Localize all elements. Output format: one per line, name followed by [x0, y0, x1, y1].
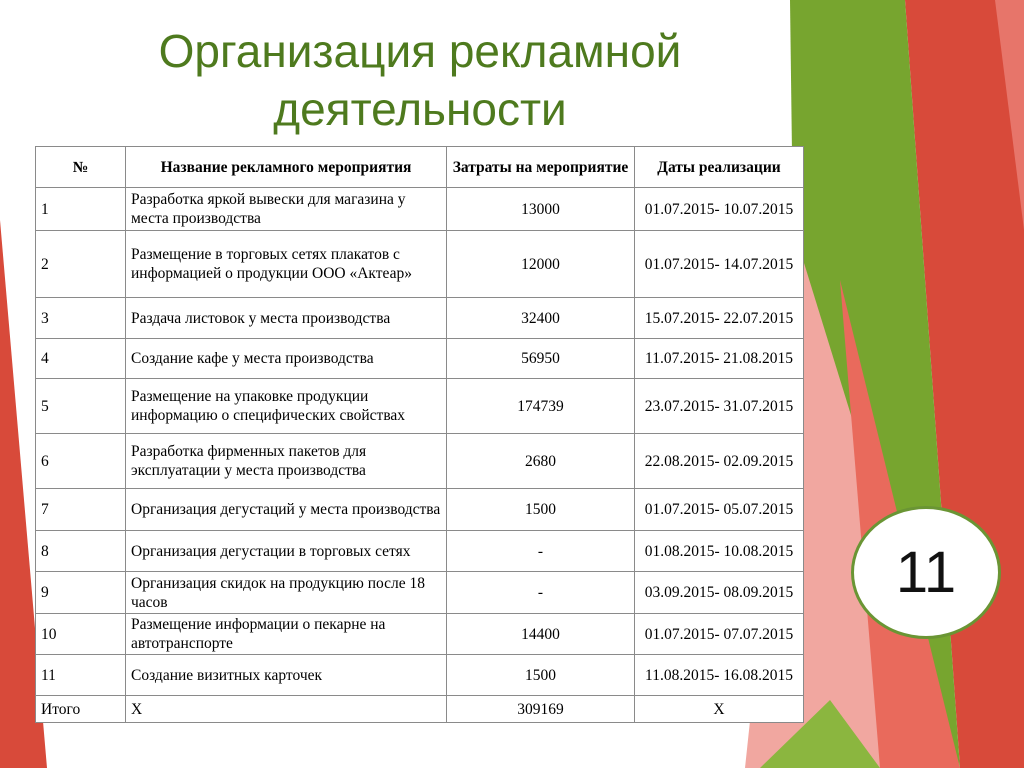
- slide-title-line1: Организация рекламной: [158, 25, 682, 77]
- event-name: Организация скидок на продукцию после 18 часов: [126, 572, 447, 614]
- table-row: [36, 298, 804, 339]
- event-cost: -: [447, 572, 635, 614]
- table-row: [36, 572, 804, 614]
- event-dates: 22.08.2015- 02.09.2015: [635, 434, 804, 489]
- total-cost: 309169: [447, 696, 635, 723]
- event-cost: 32400: [447, 298, 635, 339]
- table-header-row: [36, 147, 804, 188]
- row-number: 8: [36, 531, 126, 572]
- slide-title-line2: деятельности: [273, 83, 567, 135]
- col-header-event-name: Название рекламного мероприятия: [126, 147, 447, 188]
- row-number: 10: [36, 614, 126, 655]
- event-cost: 1500: [447, 489, 635, 531]
- event-dates: 01.07.2015- 07.07.2015: [635, 614, 804, 655]
- event-name: Организация дегустаций у места производства: [126, 489, 447, 531]
- page-number-badge: [851, 506, 1001, 639]
- row-number: 4: [36, 339, 126, 379]
- row-number: 5: [36, 379, 126, 434]
- row-number: 11: [36, 655, 126, 696]
- event-name: Размещение в торговых сетях плакатов с информацией о продукции ООО «Актеар»: [126, 231, 447, 298]
- event-name: Разработка фирменных пакетов для эксплуатации у места производства: [126, 434, 447, 489]
- table-row: [36, 614, 804, 655]
- table-row: [36, 434, 804, 489]
- event-name: Организация дегустации в торговых сетях: [126, 531, 447, 572]
- event-cost: 14400: [447, 614, 635, 655]
- col-header-dates: Даты реализации: [635, 147, 804, 188]
- advertising-events-table: [35, 146, 804, 723]
- event-dates: 01.08.2015- 10.08.2015: [635, 531, 804, 572]
- page-number: 11: [895, 540, 957, 605]
- row-number: 9: [36, 572, 126, 614]
- event-name: Размещение информации о пекарне на автотранспорте: [126, 614, 447, 655]
- event-name: Создание визитных карточек: [126, 655, 447, 696]
- table-row: [36, 489, 804, 531]
- table-row: [36, 339, 804, 379]
- total-dates-placeholder: Х: [635, 696, 804, 723]
- table-row: [36, 231, 804, 298]
- event-dates: 23.07.2015- 31.07.2015: [635, 379, 804, 434]
- row-number: 7: [36, 489, 126, 531]
- event-cost: 13000: [447, 188, 635, 231]
- event-name: Создание кафе у места производства: [126, 339, 447, 379]
- event-cost: -: [447, 531, 635, 572]
- col-header-cost: Затраты на мероприятие: [447, 147, 635, 188]
- total-label: Итого: [36, 696, 126, 723]
- total-name-placeholder: Х: [126, 696, 447, 723]
- event-dates: 01.07.2015- 14.07.2015: [635, 231, 804, 298]
- row-number: 1: [36, 188, 126, 231]
- event-dates: 11.08.2015- 16.08.2015: [635, 655, 804, 696]
- event-dates: 01.07.2015- 05.07.2015: [635, 489, 804, 531]
- row-number: 3: [36, 298, 126, 339]
- event-name: Разработка яркой вывески для магазина у места производства: [126, 188, 447, 231]
- table-row: [36, 188, 804, 231]
- event-dates: 03.09.2015- 08.09.2015: [635, 572, 804, 614]
- event-dates: 15.07.2015- 22.07.2015: [635, 298, 804, 339]
- event-cost: 2680: [447, 434, 635, 489]
- event-cost: 1500: [447, 655, 635, 696]
- row-number: 2: [36, 231, 126, 298]
- event-cost: 56950: [447, 339, 635, 379]
- row-number: 6: [36, 434, 126, 489]
- event-dates: 01.07.2015- 10.07.2015: [635, 188, 804, 231]
- table-row: [36, 655, 804, 696]
- event-dates: 11.07.2015- 21.08.2015: [635, 339, 804, 379]
- table-row: [36, 379, 804, 434]
- event-cost: 12000: [447, 231, 635, 298]
- event-name: Размещение на упаковке продукции информацию о специфических свойствах: [126, 379, 447, 434]
- slide-title: [60, 22, 780, 138]
- table-row: [36, 531, 804, 572]
- table-total-row: [36, 696, 804, 723]
- event-name: Раздача листовок у места производства: [126, 298, 447, 339]
- event-cost: 174739: [447, 379, 635, 434]
- col-header-number: №: [36, 147, 126, 188]
